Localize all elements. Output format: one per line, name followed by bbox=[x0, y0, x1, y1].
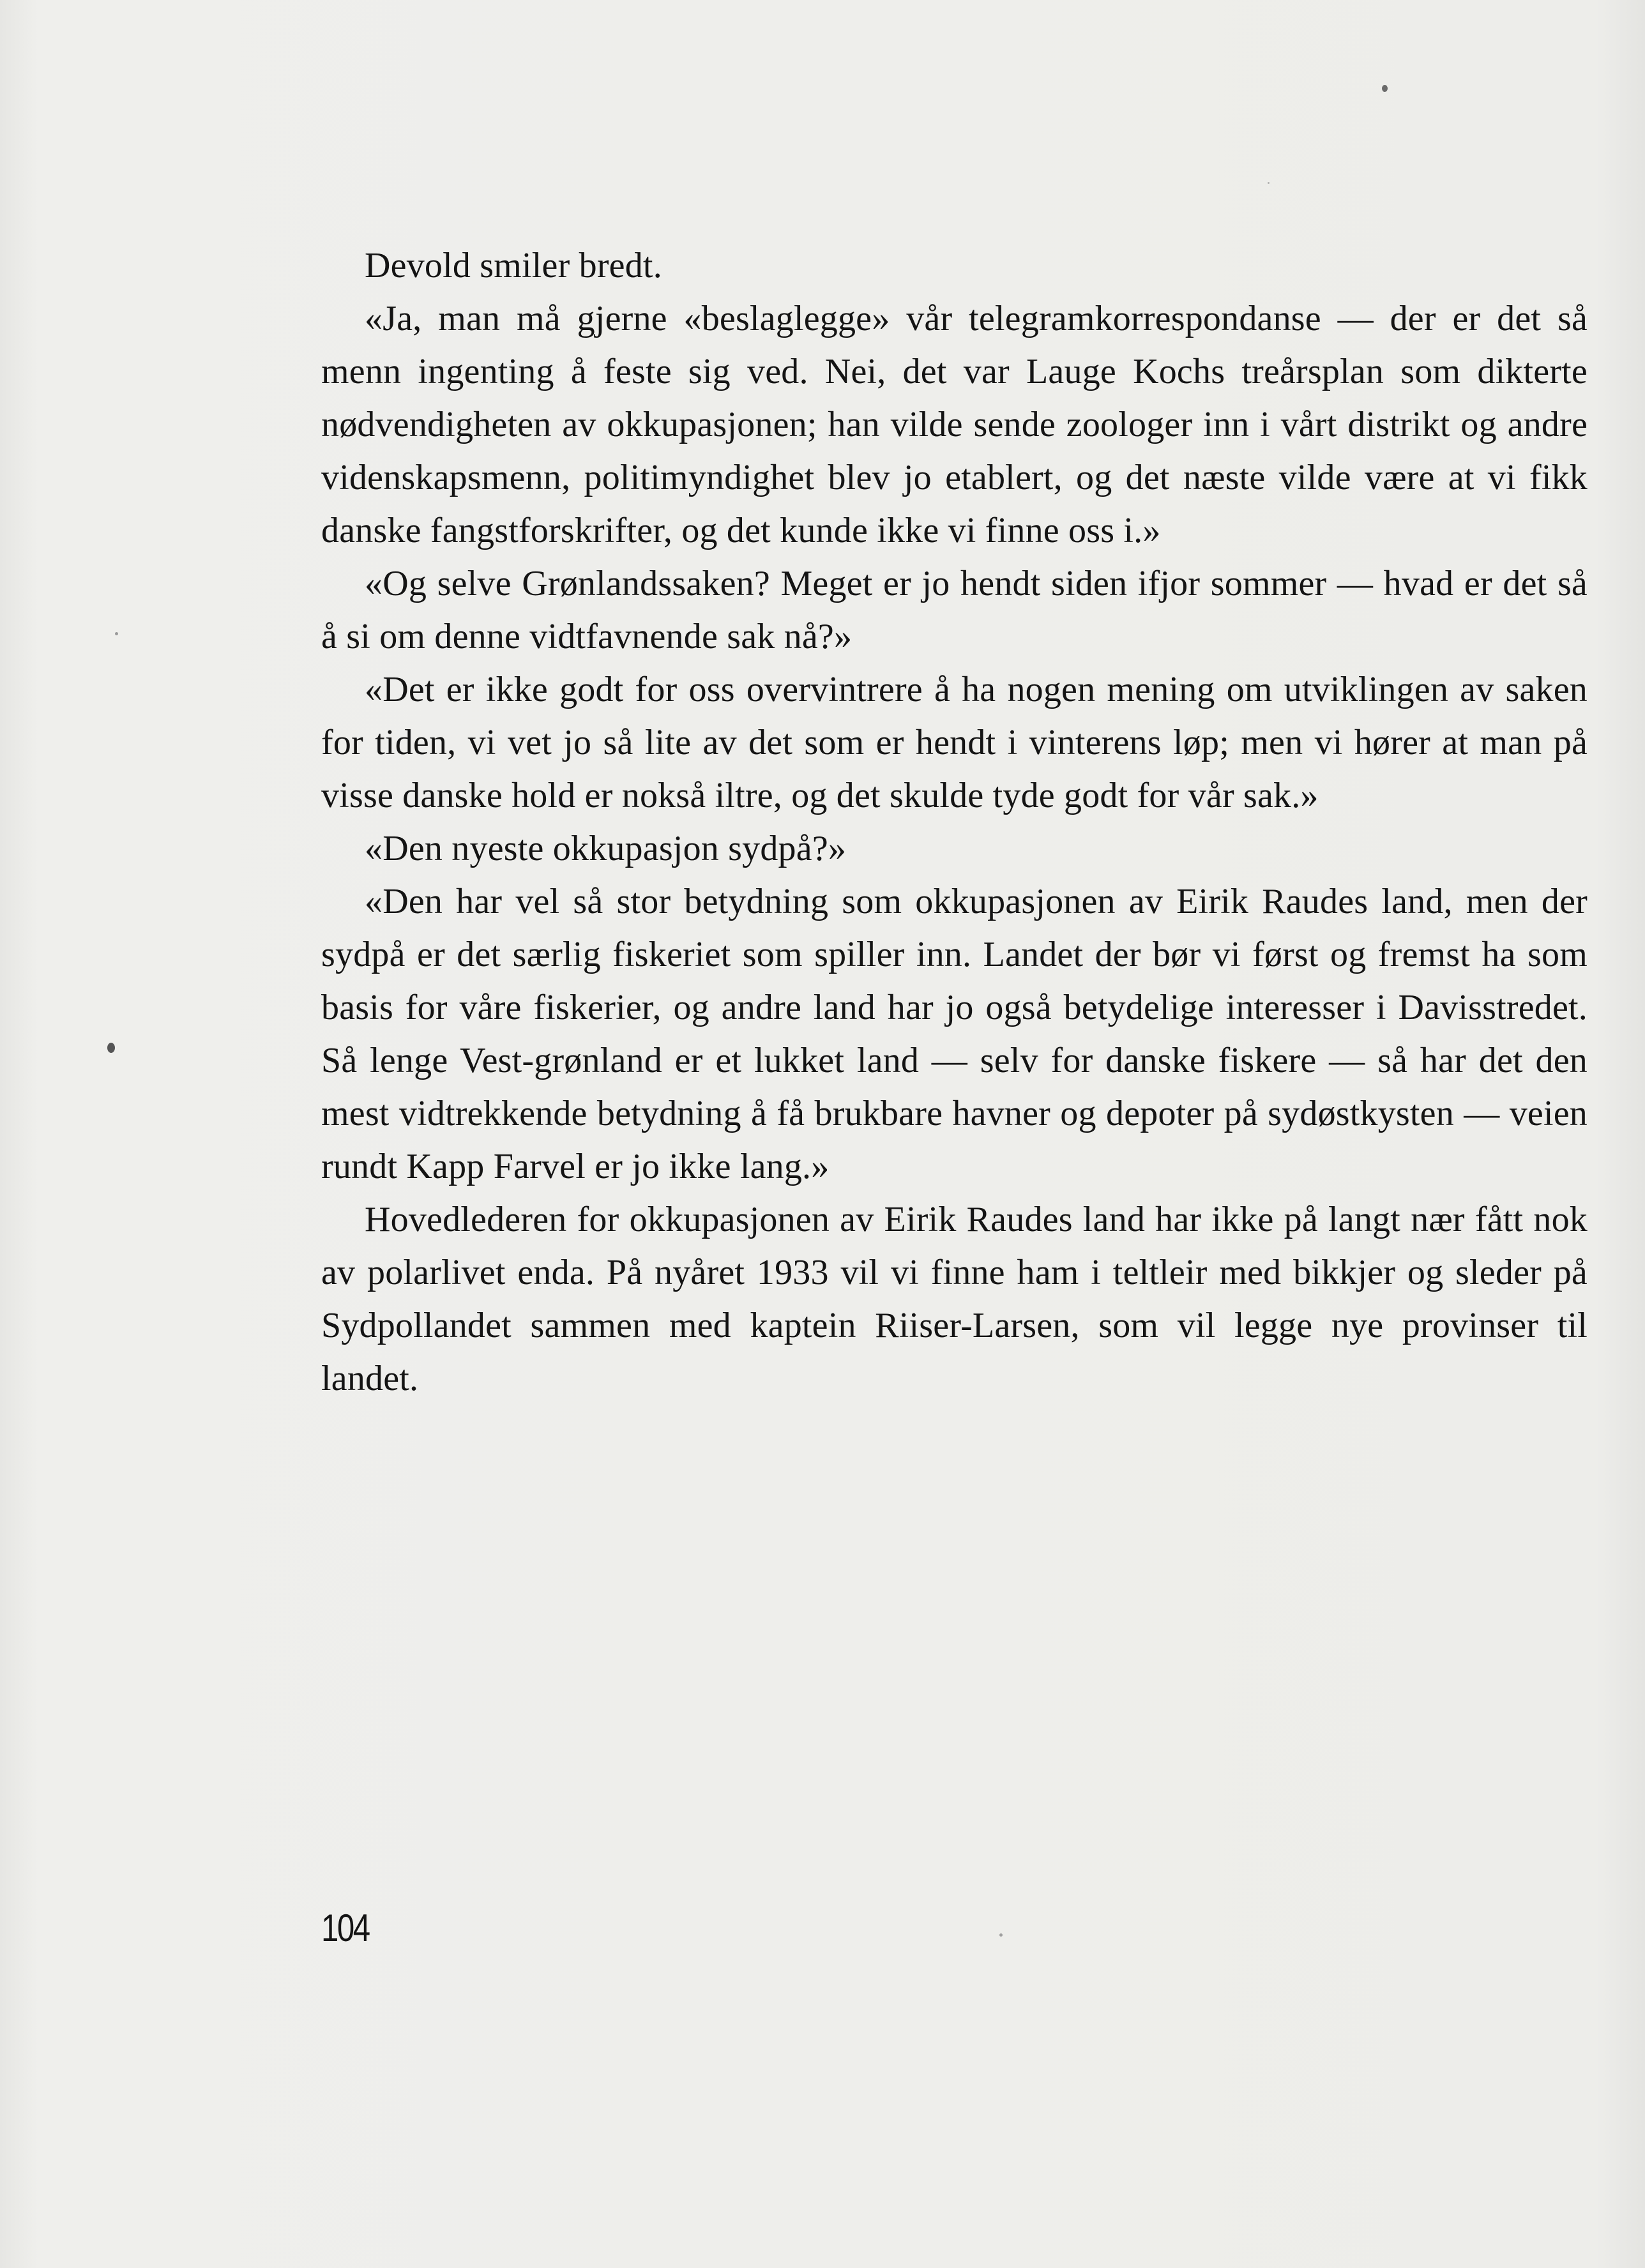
paragraph: Hovedlederen for okkupasjonen av Eirik Raudes land har ikke på langt nær fått nok av polarlivet enda. På nyåret 1933 vil vi finne ham i teltleir med bikkjer og sleder på Sydpollandet sammen med kaptein Riiser-Larsen, som vil legge nye provinser til landet. bbox=[321, 1200, 1588, 1398]
paragraph: Devold smiler bredt. bbox=[365, 246, 662, 285]
paragraph: «Den har vel så stor betydning som okkupasjonen av Eirik Raudes land, men der sydpå er det særlig fiskeriet som spiller inn. Landet der bør vi først og fremst ha som basis for våre fiskerier, og andre land har jo også betydelige interesser i Davisstredet. Så lenge Vest-grønland er et lukket land — selv for danske fiskere — så har det den mest vidtrekkende betydning å få brukbare havner og depoter på sydøstkysten — veien rundt Kapp Farvel er jo ikke lang.» bbox=[321, 882, 1588, 1186]
paragraph: «Ja, man må gjerne «beslaglegge» vår telegramkorrespondanse — der er det så menn ingenting å feste sig ved. Nei, det var Lauge Kochs treårsplan som dikterte nødvendigheten av okkupasjonen; han vilde sende zoologer inn i vårt distrikt og andre videnskapsmenn, politimyndighet blev jo etablert, og det næste vilde være at vi fikk danske fangstforskrifter, og det kunde ikke vi finne oss i.» bbox=[321, 299, 1588, 550]
page-number: 104 bbox=[321, 1907, 369, 1949]
scan-speck bbox=[1268, 182, 1270, 184]
scan-speck bbox=[107, 1043, 115, 1053]
scan-speck bbox=[1382, 85, 1388, 92]
paragraph: «Og selve Grønlandssaken? Meget er jo hendt siden ifjor sommer — hvad er det så å si om denne vidtfavnende sak nå?» bbox=[321, 564, 1588, 656]
scan-speck bbox=[115, 632, 118, 635]
paragraph: «Den nyeste okkupasjon sydpå?» bbox=[365, 829, 847, 868]
paragraph: «Det er ikke godt for oss overvintrere å ha nogen mening om utviklingen av saken for tiden, vi vet jo så lite av det som er hendt i vinterens løp; men vi hører at man på visse danske hold er nokså iltre, og det skulde tyde godt for vår sak.» bbox=[321, 670, 1588, 815]
scan-speck bbox=[999, 1933, 1003, 1937]
body-text bbox=[321, 239, 1588, 1405]
